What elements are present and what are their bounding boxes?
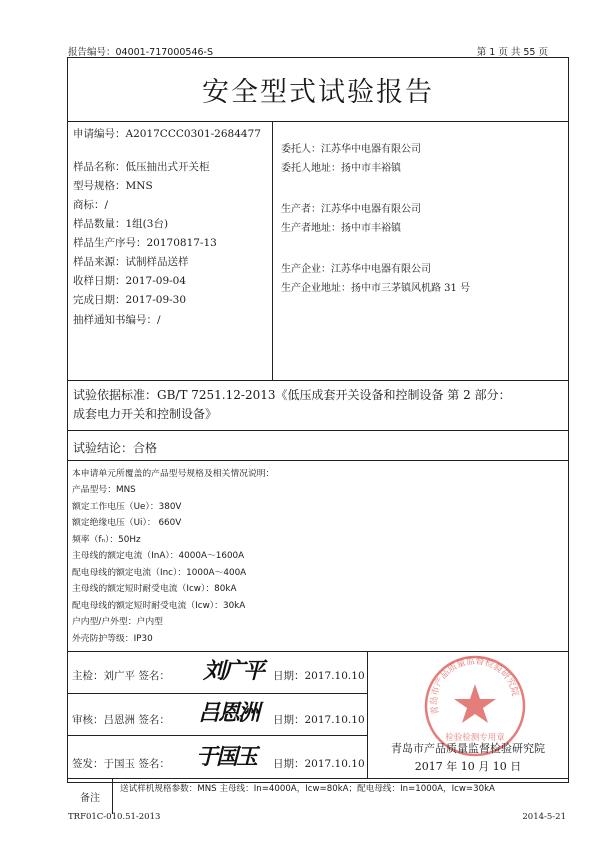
client-address: 委托人地址：扬中市丰裕镇 [281, 163, 401, 174]
detail-line: 户内型/户外型：户内型 [72, 617, 163, 627]
detail-line: 产品型号：MNS [72, 485, 136, 495]
institution-block [368, 652, 568, 778]
received-date: 收样日期：2017-09-04 [73, 275, 187, 287]
report-title: 安全型式试验报告 [202, 77, 434, 108]
producer: 生产者：江苏华中电器有限公司 [281, 204, 421, 215]
reviewer-label: 审核：吕恩洲 签名： [72, 714, 170, 726]
page-indicator: 第 1 页 共 55 页 [476, 47, 548, 58]
seal-text: 青岛市产品质量监督检验研究院 [429, 656, 520, 716]
test-conclusion: 试验结论：合格 [68, 431, 568, 461]
detail-line: 频率（fₙ）：50Hz [72, 535, 141, 545]
form-date: 2014-5-21 [522, 812, 566, 822]
remark-label: 备注 [68, 779, 113, 814]
issuer-signature: 于国玉 [196, 744, 257, 770]
detail-line: 外壳防护等级：IP30 [72, 634, 153, 644]
reviewer-date: 日期：2017.10.10 [273, 714, 365, 726]
detail-line: 额定工作电压（Ue）：380V [72, 502, 182, 512]
client-info-right [273, 122, 568, 380]
detail-line: 配电母线的额定电流（Inc）：1000A～400A [72, 568, 247, 578]
client: 委托人：江苏华中电器有限公司 [281, 144, 421, 155]
sample-info-left [68, 122, 273, 380]
test-basis-line1: 试验依据标准：GB/T 7251.12-2013《低压成套开关设备和控制设备 第 2 部分： [73, 388, 511, 402]
completed-date: 完成日期：2017-09-30 [73, 294, 187, 306]
model-spec: 型号规格：MNS [73, 180, 153, 192]
producer-address: 生产者地址：扬中市丰裕镇 [281, 223, 401, 234]
institution-date: 2017 年 10 月 10 日 [414, 760, 522, 773]
sample-quantity: 样品数量：1组(3台) [73, 218, 169, 230]
detail-line: 主母线的额定短时耐受电流（Icw）：80kA [72, 584, 237, 594]
report-number: 报告编号：04001-717000546-S [68, 47, 214, 58]
detail-line: 配电母线的额定短时耐受电流（Icw）：30kA [72, 601, 246, 611]
institution-name: 青岛市产品质量监督检验研究院 [391, 742, 545, 755]
title-row [68, 58, 568, 122]
sample-source: 样品来源：试制样品送样 [73, 256, 189, 268]
inspector-signature: 刘广平 [203, 658, 264, 684]
detail-line: 本申请单元所覆盖的产品型号规格及相关情况说明： [72, 469, 275, 479]
signature-block [68, 652, 368, 778]
product-details [68, 461, 568, 652]
sampling-notice-no: 抽样通知书编号：/ [73, 314, 161, 326]
manufacturer-address: 生产企业地址：扬中市三茅镇风机路 31 号 [281, 283, 471, 294]
reviewer-line [68, 694, 367, 736]
inspector-label: 主检：刘广平 签名： [72, 670, 170, 682]
inspector-date: 日期：2017.10.10 [273, 670, 365, 682]
seal-subtext: 检验检测专用章 [445, 733, 505, 743]
test-basis [68, 381, 568, 431]
sample-info-section [68, 122, 568, 381]
sample-name: 样品名称：低压抽出式开关柜 [73, 161, 210, 173]
form-number: TRF01C-010.51-2013 [68, 812, 161, 822]
report-frame [67, 57, 569, 804]
reviewer-signature: 吕恩洲 [198, 700, 259, 726]
remark-text: 送试样机规格参数：MNS 主母线：In=4000A，Icw=80kA；配电母线：In=1000A，Icw=30kA [120, 784, 495, 794]
inspector-line [68, 652, 367, 694]
detail-line: 主母线的额定电流（InA）：4000A～1600A [72, 551, 245, 561]
signature-section [68, 652, 568, 778]
sample-serial: 样品生产序号：20170817-13 [73, 237, 217, 249]
issuer-line [68, 736, 367, 778]
application-no: 申请编号：A2017CCC0301-2684477 [73, 128, 261, 140]
trademark: 商标：/ [73, 199, 109, 211]
issuer-date: 日期：2017.10.10 [273, 758, 365, 770]
issuer-label: 签发：于国玉 签名： [72, 758, 170, 770]
manufacturer: 生产企业：江苏华中电器有限公司 [281, 264, 431, 275]
detail-line: 额定绝缘电压（Ui）： 660V [72, 518, 182, 528]
test-basis-line2: 成套电力开关和控制设备》 [73, 407, 218, 421]
remark-row [68, 778, 568, 813]
